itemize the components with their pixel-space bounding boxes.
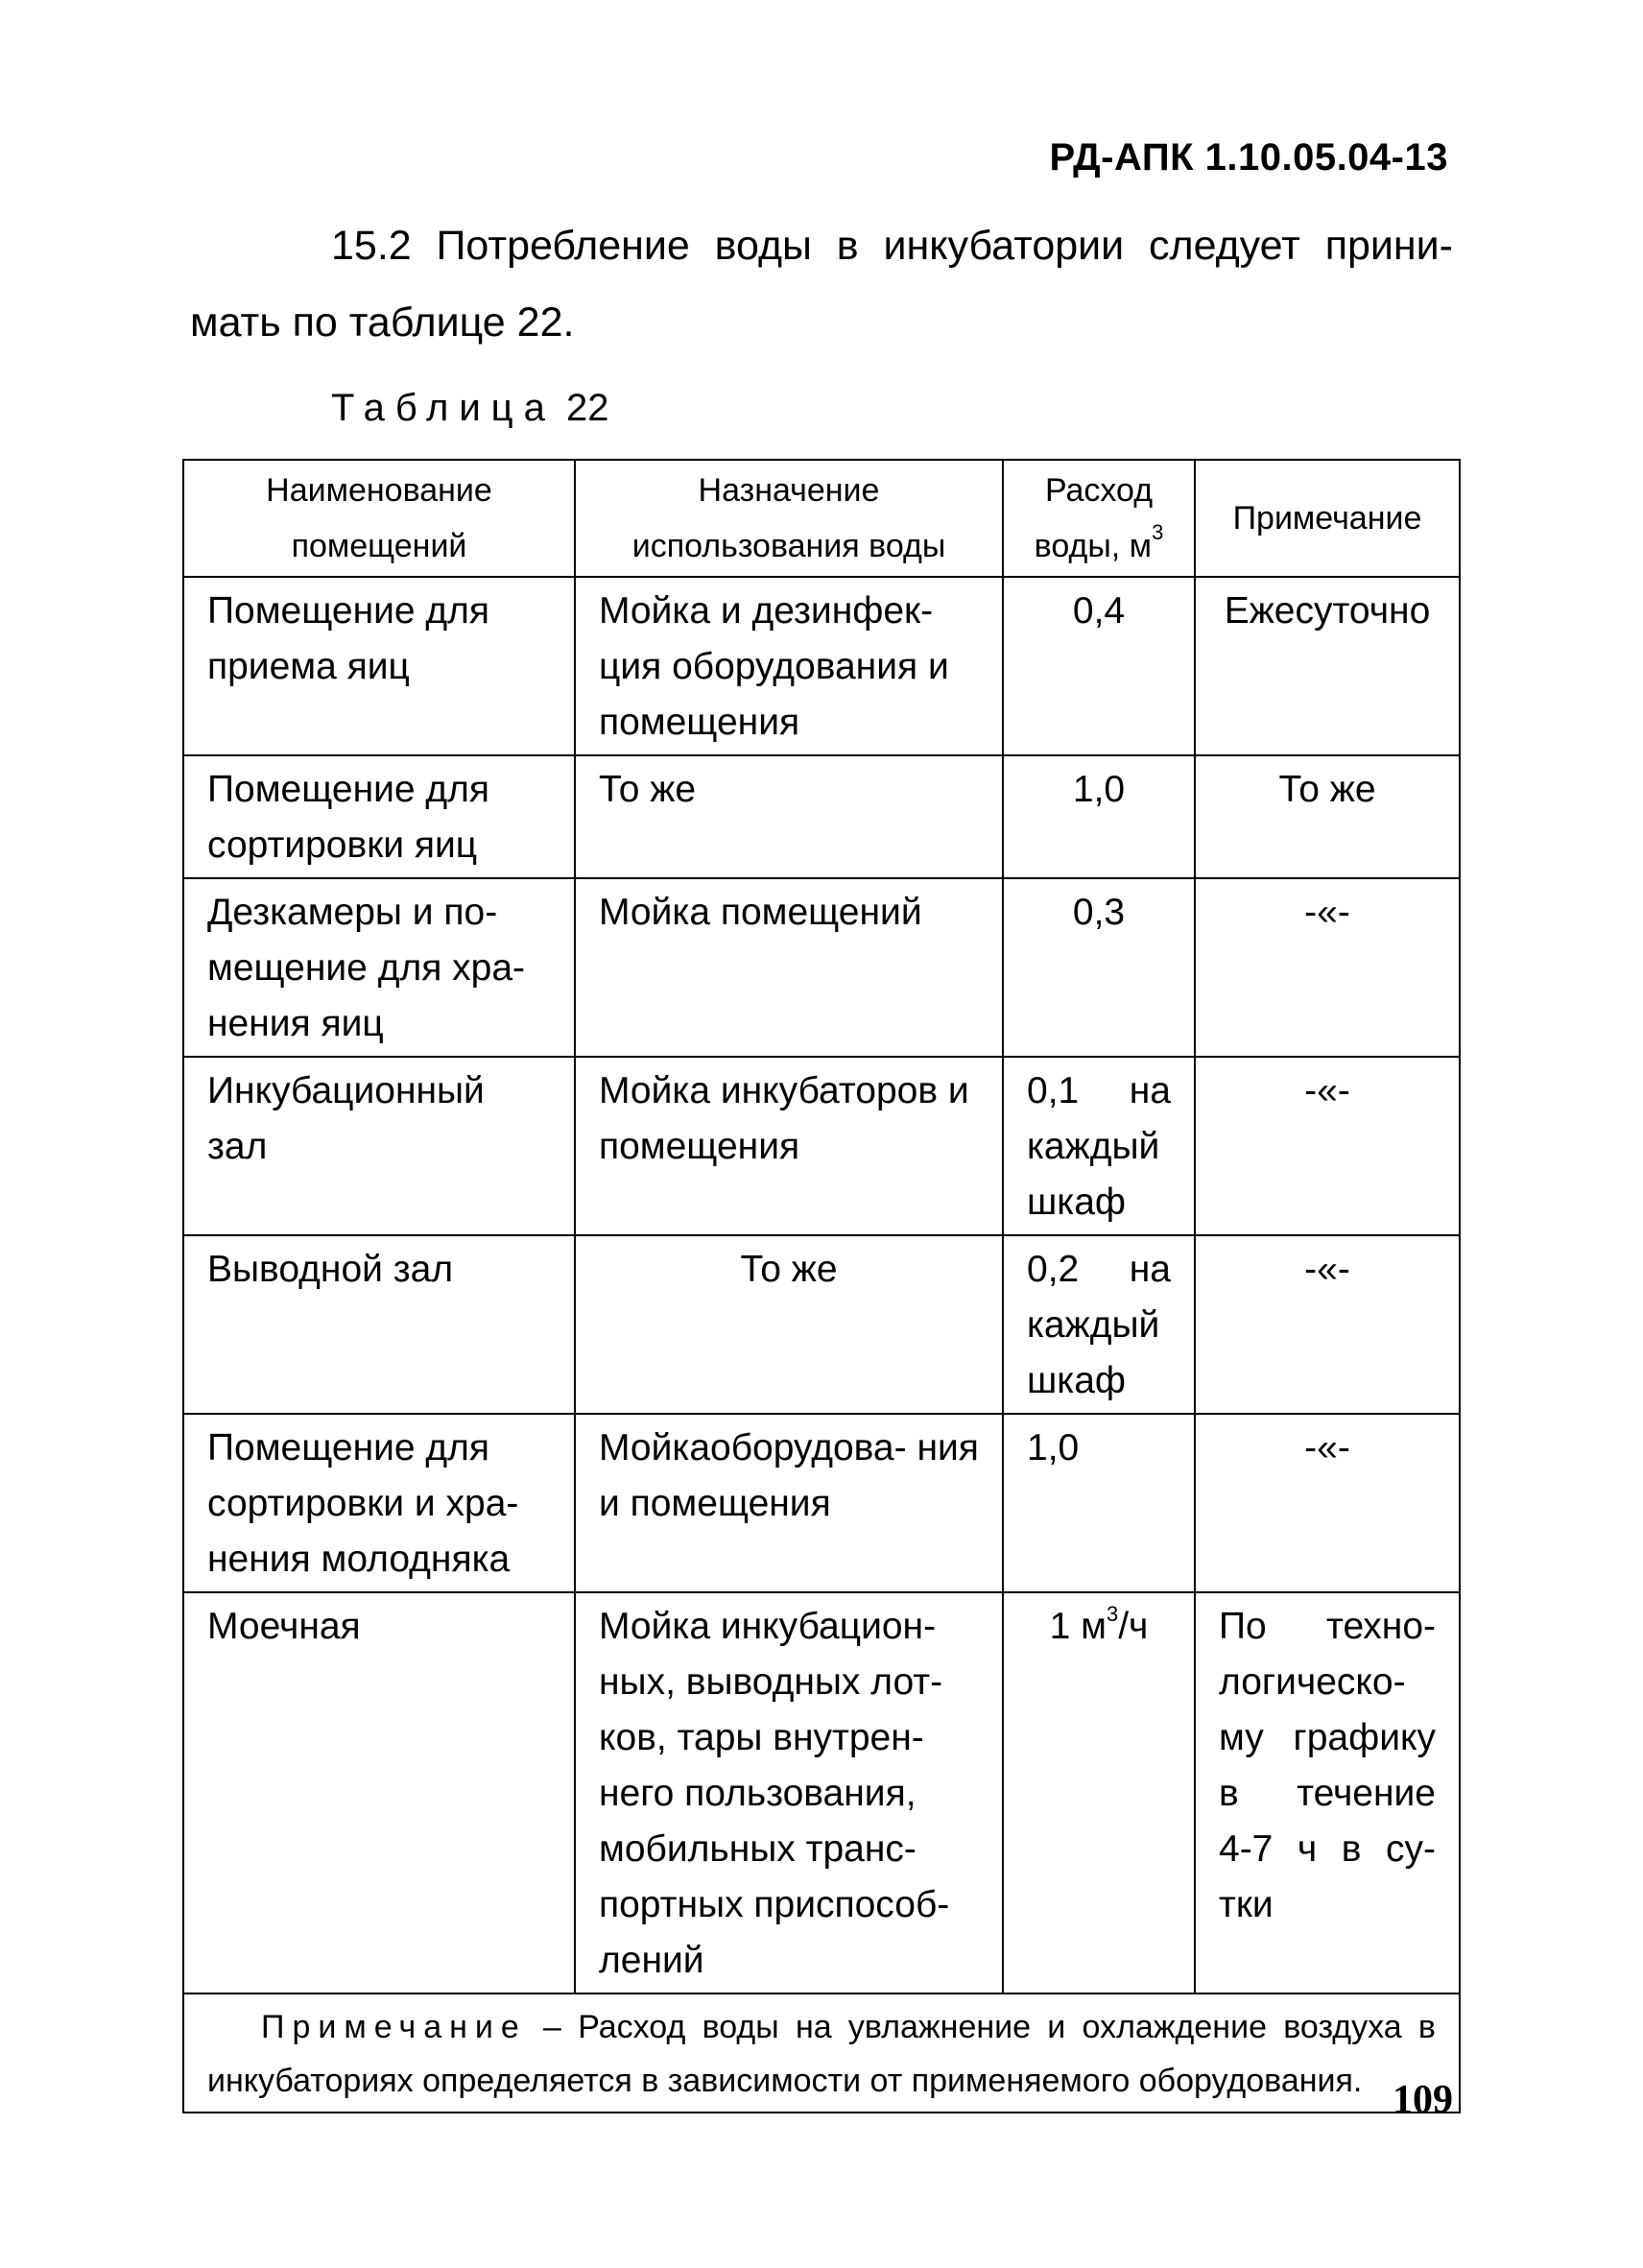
cell-note: -«- (1195, 878, 1460, 1057)
table-header-row (183, 460, 1460, 577)
water-use-rest: ния и помещения (599, 1427, 979, 1524)
cell-water-use (575, 1414, 1003, 1592)
cell-room-name: Инкубационный зал (183, 1057, 575, 1235)
section-paragraph (190, 207, 1453, 361)
cell-room-name: Моечная (183, 1592, 575, 1993)
cell-water-use: Мойка инкубационных, выводных лотков, тары внутреннего пользования, мобильных транспортных приспособлений (575, 1592, 1003, 1993)
header-water-use-line1: Назначение (698, 472, 880, 509)
cell-note: То же (1195, 755, 1460, 878)
cell-note: -«- (1195, 1057, 1460, 1235)
cell-consumption (1003, 1592, 1195, 1993)
table-row (183, 878, 1460, 1057)
consumption-per (1027, 1242, 1171, 1298)
cell-water-use: Мойка помещений (575, 878, 1003, 1057)
consumption-value: 0,2 (1027, 1249, 1080, 1290)
consumption-rest: каждый шкаф (1027, 1304, 1160, 1401)
table-row (183, 1235, 1460, 1414)
page-number: 109 (1393, 2078, 1453, 2122)
water-consumption-table (182, 459, 1461, 2113)
table-row (183, 755, 1460, 878)
header-consumption (1003, 460, 1195, 577)
table-caption-label: Таблица (331, 387, 556, 429)
consumption-rest: каждый шкаф (1027, 1126, 1160, 1223)
cell-consumption: 0,4 (1003, 577, 1195, 755)
cell-water-use: Мойка и дезинфекция оборудования и помещения (575, 577, 1003, 755)
cell-consumption (1003, 1057, 1195, 1235)
water-use-word2: оборудова- (710, 1427, 907, 1468)
cell-room-name: Выводной зал (183, 1235, 575, 1414)
cell-water-use: То же (575, 755, 1003, 878)
header-consumption-line2 (1008, 518, 1190, 574)
consumption-per-word: на (1129, 1070, 1171, 1111)
consumption-unit: /ч (1118, 1606, 1149, 1647)
cell-water-use: Мойка инкубаторов и помещения (575, 1057, 1003, 1235)
table-row (183, 577, 1460, 755)
document-code: РД-АПК 1.10.05.04-13 (1049, 136, 1448, 179)
note-line: 4-7 ч в су- (1219, 1828, 1436, 1870)
footnote-text: – Расход воды на увлажнение и охлаждение воздуха в инкубаториях определяется в зависимости от применяемого оборудования. (207, 2009, 1436, 2099)
header-note: Примечание (1195, 460, 1460, 577)
cell-note: -«- (1195, 1235, 1460, 1414)
table-row (183, 1592, 1460, 1993)
paragraph-line-1: 15.2 Потребление воды в инкубатории следует прини- (331, 223, 1453, 269)
cell-consumption: 0,3 (1003, 878, 1195, 1057)
consumption-sup: 3 (1106, 1602, 1119, 1626)
paragraph-line-2: мать по таблице 22. (190, 299, 575, 346)
cell-note (1195, 1592, 1460, 1993)
cell-water-use: То же (575, 1235, 1003, 1414)
note-line: тки (1219, 1884, 1274, 1925)
header-consumption-line1: Расход (1044, 472, 1154, 509)
cell-note: Ежесуточно (1195, 577, 1460, 755)
table-row (183, 1414, 1460, 1592)
header-consumption-sup: 3 (1152, 520, 1164, 544)
note-line: логическо- (1219, 1661, 1406, 1703)
cell-room-name: Помещение для сортировки и хранения молодняка (183, 1414, 575, 1592)
table-footnote (183, 1993, 1460, 2113)
cell-consumption: 1,0 (1003, 755, 1195, 878)
cell-room-name: Помещение для сортировки яиц (183, 755, 575, 878)
cell-consumption: 1,0 (1003, 1414, 1195, 1592)
cell-consumption (1003, 1235, 1195, 1414)
water-use-word1: Мойка (599, 1427, 711, 1468)
table-row (183, 1057, 1460, 1235)
header-water-use-line2: использования воды (631, 528, 946, 564)
note-line: По техно- (1219, 1606, 1436, 1647)
consumption-value: 1 м (1049, 1606, 1107, 1647)
consumption-per-word: на (1129, 1249, 1171, 1290)
table-caption-number: 22 (565, 387, 609, 429)
water-use-first-line (599, 1427, 907, 1468)
header-water-use (575, 460, 1003, 577)
cell-room-name: Дезкамеры и помещение для хранения яиц (183, 878, 575, 1057)
cell-room-name: Помещение для приема яиц (183, 577, 575, 755)
header-room-name-line1: Наименование (266, 472, 492, 509)
consumption-value: 0,1 (1027, 1070, 1080, 1111)
consumption-per (1027, 1063, 1171, 1119)
header-consumption-unit: воды, м (1034, 528, 1153, 564)
table-footnote-row (183, 1993, 1460, 2113)
cell-note: -«- (1195, 1414, 1460, 1592)
note-line: му графику (1219, 1717, 1436, 1758)
table-caption (331, 387, 608, 430)
footnote-label: Примечание (261, 2009, 527, 2045)
note-line: в течение (1219, 1773, 1436, 1814)
header-room-name-line2: помещений (291, 528, 467, 564)
header-room-name (183, 460, 575, 577)
